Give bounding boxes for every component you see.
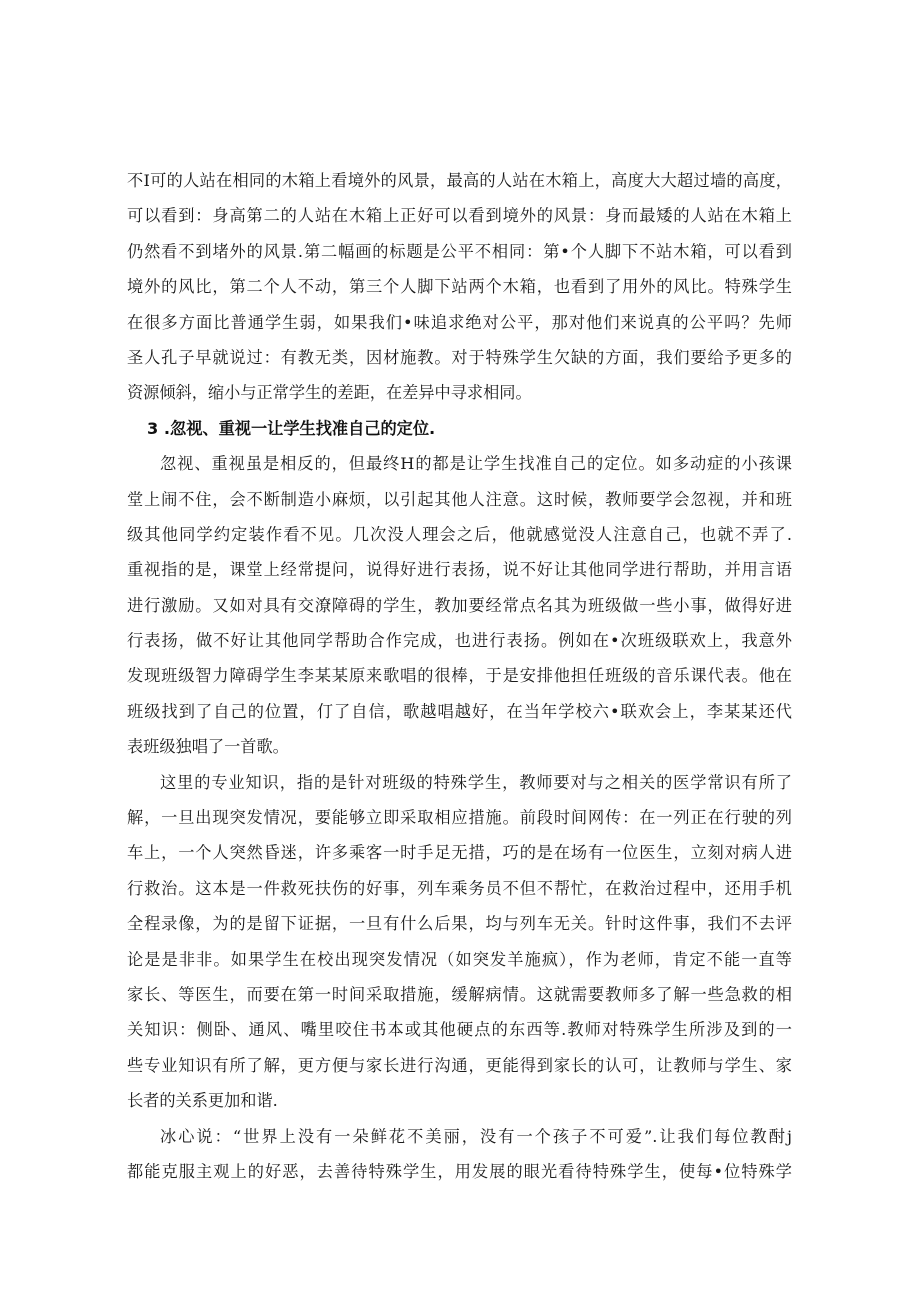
text-line: 车上，一个人突然昏迷，许多乘客一时手足无措，巧的是在场有一位医生，立刻对病人进: [127, 843, 792, 863]
text-line: 仍然看不到堵外的风景.第二幅画的标题是公平不相同：第•个人脚下不站木箱，可以看到: [127, 241, 792, 261]
paragraph: [127, 446, 792, 765]
text-line: 境外的风比，第二个人不动，第三个人脚下站两个木箱，也看到了用外的风比。特殊学生: [127, 277, 792, 297]
text-line: 在很多方面比普通学生弱，如果我们•味追求绝对公平，那对他们来说真的公平吗？先师: [127, 312, 792, 332]
text-line: 进行激励。又如对具有交潦障碍的学生，教加要经常点名其为班级做一些小事，做得好进: [127, 595, 792, 615]
text-line: 全程录像，为的是留下证据，一旦有什么后果，均与列车无关。针时这件事，我们不去评: [127, 914, 792, 934]
text-line: 可以看到：身高第二的人站在木箱上正好可以看到境外的风景：身而最矮的人站在木箱上: [127, 206, 792, 226]
text-line: 重视指的是，课堂上经常提问，说得好进行表扬，说不好让其他同学进行帮助，并用言语: [127, 560, 792, 580]
text-line: 级其他同学约定装作看不见。几次没人理会之后，他就感觉没人注意自己，也就不弄了.: [127, 524, 792, 544]
text-line: 行救治。这本是一件救死扶伤的好事，列车乘务员不但不帮忙，在救治过程中，还用手机: [127, 878, 792, 898]
text-line: 家长、等医生，而要在第一时间采取措施，缓解病情。这就需要教师多了解一些急救的相: [127, 984, 792, 1004]
text-line: 班级找到了自己的位置，仃了自信，歌越唱越好，在当年学校六•联欢会上，李某某还代: [127, 701, 792, 721]
section-heading: 3 .忽视、重视一让学生找准自己的定位.: [147, 418, 436, 438]
text-line: 冰心说：“世界上没有一朵鲜花不美丽，没有一个孩子不可爱”.让我们每位教酎j: [160, 1126, 792, 1146]
text-line: 忽视、重视虽是相反的，但最终H的都是让学生找准自己的定位。如多动症的小孩课: [160, 454, 792, 474]
paragraph: [127, 765, 792, 1119]
text-line: 堂上闹不住，会不断制造小麻烦，以引起其他人注意。这时候，教师要学会忽视，并和班: [127, 489, 792, 509]
text-line: 行表扬，做不好让其他同学帮助合作完成，也进行表扬。例如在•次班级联欢上，我意外: [127, 631, 792, 651]
document-body: [127, 163, 792, 1189]
text-line: 都能克服主观上的好恶，去善待特殊学生，用发展的眼光看待特殊学生，使每•位特殊学: [127, 1161, 792, 1181]
text-line: 资源倾斜，缩小与正常学生的差距，在差异中寻求相同。: [127, 383, 532, 403]
paragraph: [127, 163, 792, 411]
text-line: 解，一旦出现突发情况，要能够立即采取相应措施。前段时间网传：在一列正在行驶的列: [127, 808, 792, 828]
paragraph: [127, 1119, 792, 1190]
text-line: 这里的专业知识，指的是针对班级的特殊学生，教师要对与之相关的医学常识有所了: [160, 772, 792, 792]
text-line: 发现班级智力障碍学生李某某原来歌唱的很棒，于是安排他担任班级的音乐课代表。他在: [127, 666, 792, 686]
text-line: 长者的关系更加和谐.: [127, 1091, 278, 1111]
text-line: 圣人孔子早就说过：有教无类，因材施教。对于特殊学生欠缺的方面，我们要给予更多的: [127, 347, 792, 367]
text-line: 些专业知识有所了解，更方便与家长进行沟通，更能得到家长的认可，让教师与学生、家: [127, 1055, 792, 1075]
text-line: 关知识：侧卧、通风、嘴里咬住书本或其他硬点的东西等.教师对特殊学生所涉及到的一: [127, 1020, 792, 1040]
text-line: 论是是非非。如果学生在校出现突发情况（如突发羊施疯），作为老师，肯定不能一直等: [127, 949, 792, 969]
text-line: 不I可的人站在相同的木箱上看境外的风景，最高的人站在木箱上，高度大大超过墙的高度，: [127, 171, 792, 190]
text-line: 表班级独唱了一首歌。: [127, 737, 289, 757]
